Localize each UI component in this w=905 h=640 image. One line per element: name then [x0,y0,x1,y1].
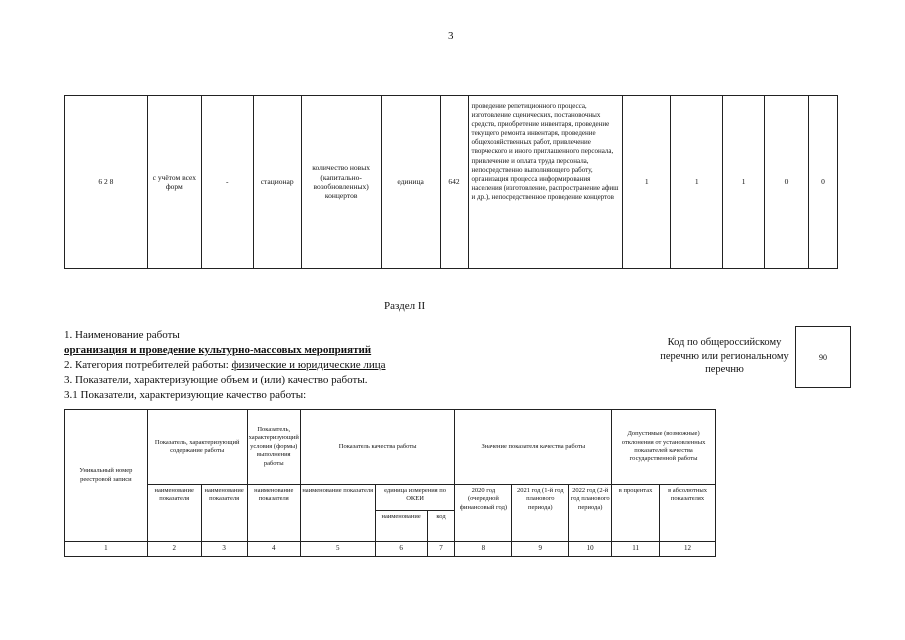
work-name-value: организация и проведение культурно-массовых мероприятий [64,344,372,356]
content-group-header: Показатель, характеризующий содержание работы [147,410,247,485]
value-2021: 1 [671,96,723,269]
dash-cell: - [201,96,253,269]
table-row [65,542,716,557]
year-2020-header: 2020 год (очередной финансовый год) [455,485,512,542]
activity-cell: проведение репетиционного процесса, изготовление сценических, постановочных средств, приобретение инвентаря, проведение текущего ремонта инвентаря, проведение общехозяйственных работ, привлечение творческого и иного приглашенного персонала, привлечение и оплата труда персонала, непосредственно выполняющего работу, организация процесса информирования населения (изготовление, распространение афиш и др.), непосредственное проведение концертов [468,96,623,269]
table-row [65,410,716,485]
deviation-percent: 0 [765,96,809,269]
code-label: Код по общероссийскому перечню или региональному перечню [660,337,789,376]
name-col-3: наименование показателя [201,485,247,542]
col-num-7: 7 [427,542,455,557]
year-2022-header: 2022 год (2-й год планового периода) [569,485,612,542]
condition-group-header: Показатель, характеризующий условия (формы) выполнения работы [247,410,300,485]
col-num-4: 4 [247,542,300,557]
value-2020: 1 [623,96,671,269]
col-num-12: 12 [660,542,716,557]
indicators-heading: 3. Показатели, характеризующие объем и (или) качество работы. [64,374,368,386]
indicator-cell: количество новых (капитально-возобновленных) концертов [301,96,381,269]
code-box: 90 [795,326,851,388]
unit-cell: единица [381,96,440,269]
col-num-10: 10 [569,542,612,557]
consumer-category [64,359,385,371]
name-col-5: наименование показателя [300,485,375,542]
deviation-absolute: 0 [809,96,838,269]
page-number: 3 [448,30,454,42]
table-row [65,485,716,511]
deviation-group-header: Допустимые (возможные) отклонения от установленных показателей качества государственной работы [612,410,716,485]
value-2022: 1 [723,96,765,269]
table-row [65,96,838,269]
col-num-3: 3 [201,542,247,557]
col-num-11: 11 [612,542,660,557]
year-2021-header: 2021 год (1-й год планового периода) [512,485,569,542]
work-name-label: 1. Наименование работы [64,329,180,341]
okei-name-header: наименование [375,511,427,542]
value-group-header: Значение показателя качества работы [455,410,612,485]
col-num-5: 5 [300,542,375,557]
absolute-header: в абсолютных показателях [660,485,716,542]
name-col-2: наименование показателя [147,485,201,542]
okei-header: единица измерения по ОКЕИ [375,485,455,511]
col-num-6: 6 [375,542,427,557]
col-num-2: 2 [147,542,201,557]
consumer-category-label: 2. Категория потребителей работы: [64,359,232,371]
record-number: 6 2 8 [65,96,148,269]
col-num-9: 9 [512,542,569,557]
condition-cell: стационар [253,96,301,269]
section-title: Раздел II [384,300,426,312]
previous-section-table [64,95,838,269]
okei-code-header: код [427,511,455,542]
col-num-8: 8 [455,542,512,557]
quality-indicators-table [64,409,716,557]
unique-record-header: Уникальный номер реестровой записи [65,410,148,542]
percent-header: в процентах [612,485,660,542]
content-cell: с учётом всех форм [147,96,201,269]
quality-indicators-heading: 3.1 Показатели, характеризующие качество работы: [64,389,307,401]
consumer-category-value: физические и юридические лица [231,359,386,371]
okei-code-cell: 642 [440,96,468,269]
quality-group-header: Показатель качества работы [300,410,455,485]
col-num-1: 1 [65,542,148,557]
name-col-4: наименование показателя [247,485,300,542]
